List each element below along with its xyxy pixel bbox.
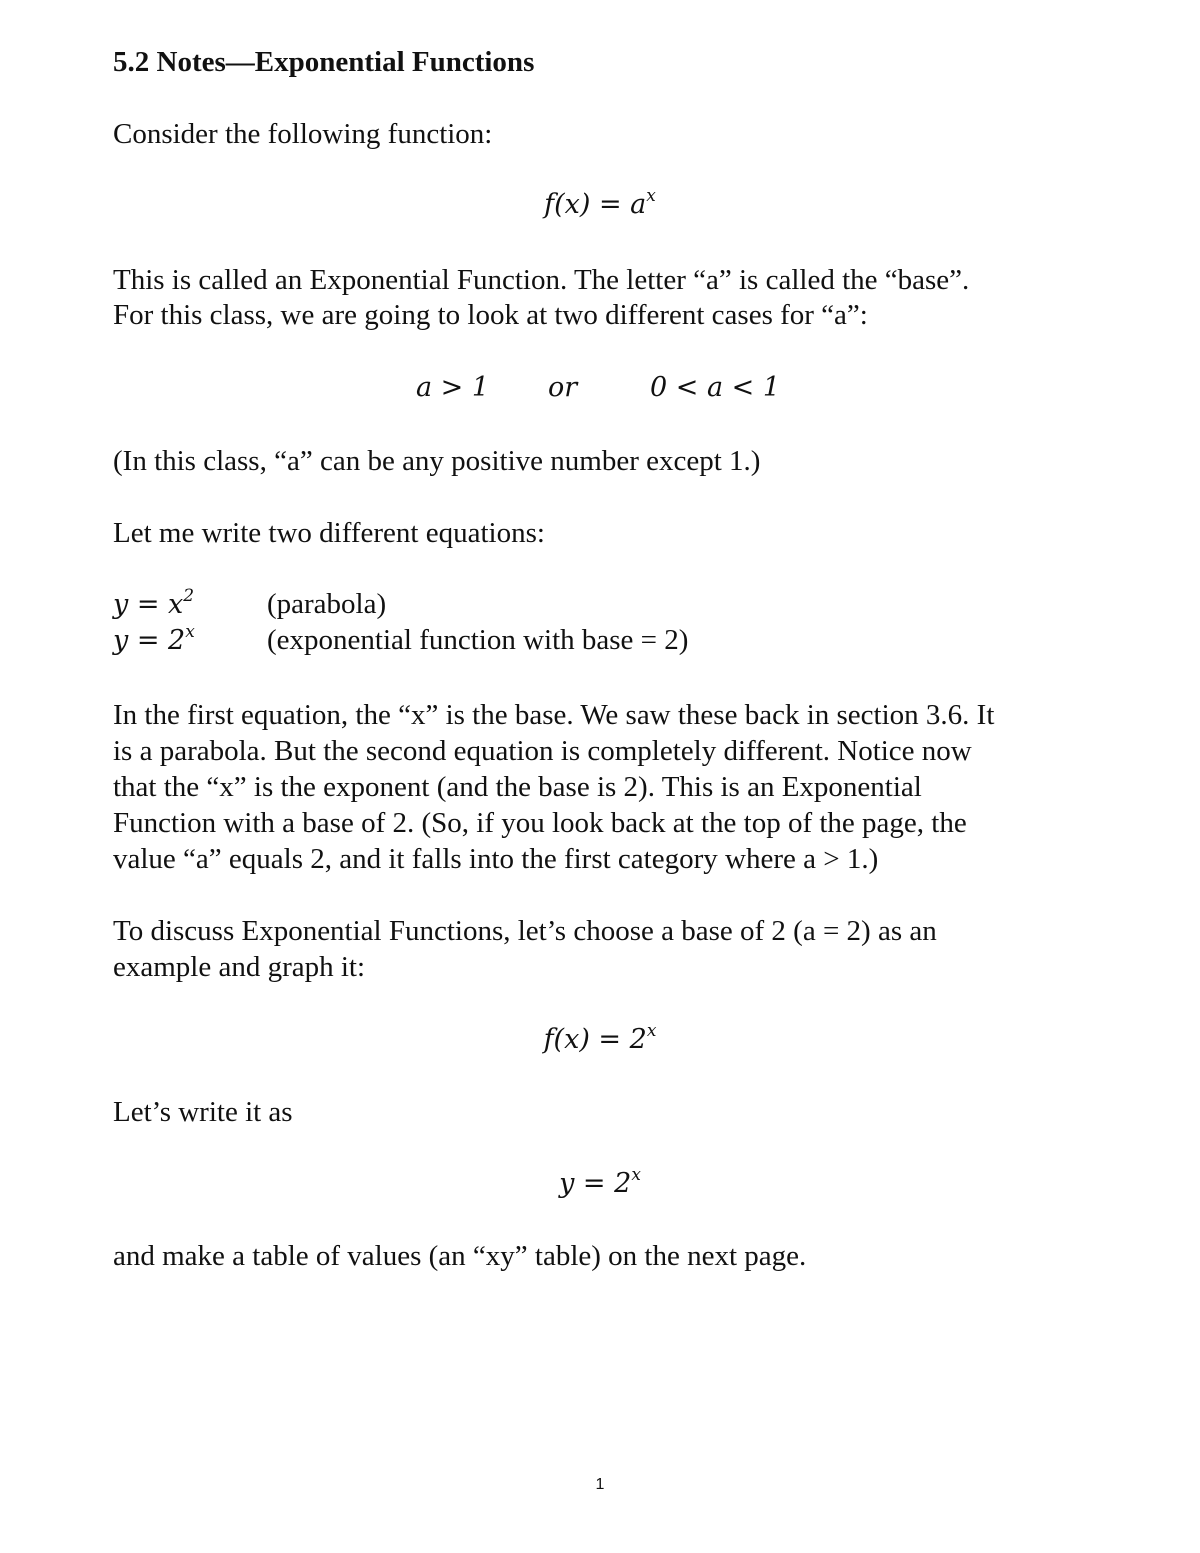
paragraph-3-line-1: To discuss Exponential Functions, let’s choose a base of 2 (a = 2) as an	[113, 915, 937, 947]
page-number: 1	[595, 1476, 605, 1493]
equation-exponent: x	[185, 622, 195, 642]
paragraph-1-line-2: For this class, we are going to look at two different cases for “a”:	[113, 299, 868, 331]
formula-y-equals-2-to-x	[0, 1165, 1200, 1199]
formula-exponent: x	[646, 1021, 657, 1041]
paragraph-2-line-2: is a parabola. But the second equation is completely different. Notice now	[113, 735, 972, 767]
formula-lhs: f(x) = 2	[543, 1024, 647, 1055]
paragraph-2-line-5: value “a” equals 2, and it falls into the first category where a > 1.)	[113, 843, 879, 875]
lead-text-equations: Let me write two different equations:	[113, 517, 545, 549]
formula-exponential-general	[0, 186, 1200, 220]
paragraph-2-line-1: In the first equation, the “x” is the base. We saw these back in section 3.6. It	[113, 699, 995, 731]
equation-parabola	[113, 586, 195, 620]
case-connector: or	[548, 372, 578, 403]
note-text: (In this class, “a” can be any positive number except 1.)	[113, 445, 761, 477]
lead-text-write-as: Let’s write it as	[113, 1096, 293, 1128]
formula-lhs: f(x) = a	[544, 189, 647, 220]
equation-lhs: y = 2	[113, 625, 186, 656]
equation-parabola-label: (parabola)	[267, 588, 387, 620]
formula-f-of-x-equals-2-to-x	[0, 1021, 1200, 1055]
equation-exponent: 2	[183, 586, 195, 606]
formula-exponent: x	[631, 1165, 641, 1185]
paragraph-2-line-3: that the “x” is the exponent (and the base is 2). This is an Exponential	[113, 771, 922, 803]
equation-exponential-label: (exponential function with base = 2)	[267, 624, 689, 656]
case-a-between-0-and-1: 0 < a < 1	[650, 372, 781, 403]
paragraph-2-line-4: Function with a base of 2. (So, if you look back at the top of the page, the	[113, 807, 967, 839]
equation-exponential	[113, 622, 195, 656]
formula-lhs: y = 2	[559, 1168, 632, 1199]
formula-exponent: x	[646, 186, 656, 206]
paragraph-3-line-2: example and graph it:	[113, 951, 366, 983]
paragraph-1-line-1: This is called an Exponential Function. The letter “a” is called the “base”.	[113, 264, 970, 296]
case-a-greater-than-1: a > 1	[416, 372, 490, 403]
closing-text: and make a table of values (an “xy” table) on the next page.	[113, 1240, 807, 1272]
intro-text: Consider the following function:	[113, 118, 493, 150]
equation-lhs: y = x	[113, 589, 184, 620]
page-title: 5.2 Notes—Exponential Functions	[113, 46, 535, 78]
